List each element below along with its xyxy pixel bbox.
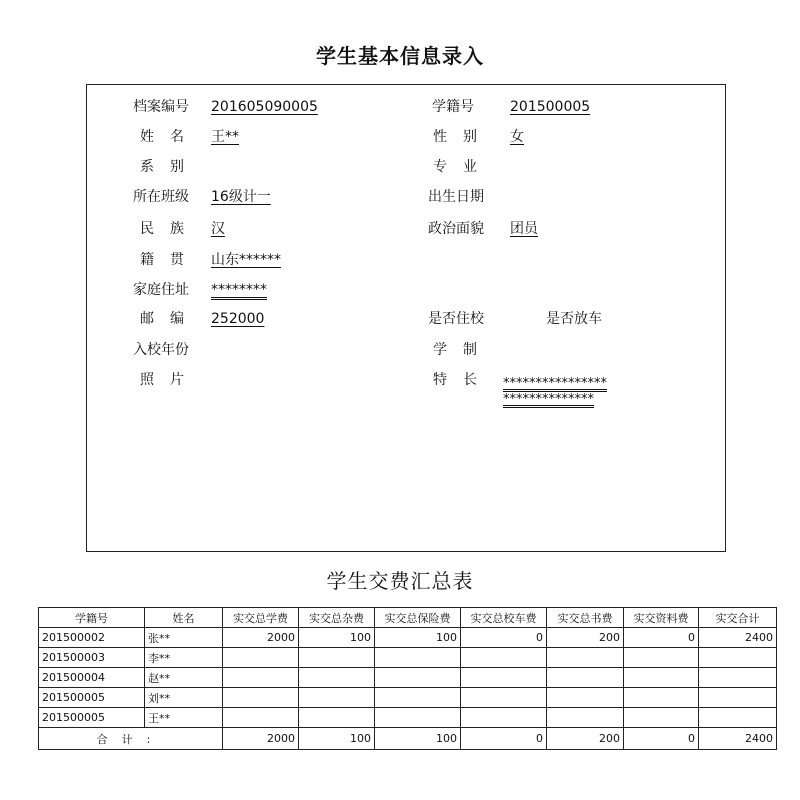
header-insurance: 实交总保险费 [375, 608, 461, 628]
gender-label: 性别 [433, 129, 493, 145]
cell-total [699, 688, 777, 708]
header-misc: 实交总杂费 [299, 608, 375, 628]
cell-student-id: 201500002 [39, 628, 145, 648]
cell-tuition: 2000 [223, 628, 299, 648]
specialty-value[interactable] [503, 376, 607, 408]
header-bus: 实交总校车费 [461, 608, 547, 628]
specialty-label: 特长 [433, 372, 493, 388]
specialty-line-2: ************** [503, 392, 594, 407]
row-file-no [0, 96, 800, 118]
fees-header-row [39, 608, 777, 628]
native-place-value[interactable]: 山东****** [211, 252, 281, 268]
cell-tuition [223, 688, 299, 708]
row-native-place [0, 249, 800, 271]
cell-insurance [375, 708, 461, 728]
parking-label: 是否放车 [546, 311, 602, 327]
student-id-label: 学籍号 [432, 99, 474, 115]
cell-bus [461, 708, 547, 728]
file-no-value[interactable]: 201605090005 [211, 99, 318, 115]
political-status-label: 政治面貌 [428, 221, 484, 237]
cell-misc [299, 648, 375, 668]
total-books: 200 [547, 728, 624, 750]
cell-tuition [223, 708, 299, 728]
cell-total [699, 708, 777, 728]
gender-value[interactable]: 女 [510, 129, 524, 145]
name-label: 姓名 [140, 129, 200, 145]
cell-materials [624, 708, 699, 728]
cell-bus [461, 668, 547, 688]
row-department [0, 156, 800, 178]
cell-misc [299, 688, 375, 708]
total-bus: 0 [461, 728, 547, 750]
cell-name: 赵** [145, 668, 223, 688]
total-row [39, 728, 777, 750]
total-tuition: 2000 [223, 728, 299, 750]
home-address-label: 家庭住址 [133, 282, 189, 298]
cell-insurance: 100 [375, 628, 461, 648]
cell-name: 张** [145, 628, 223, 648]
cell-student-id: 201500005 [39, 708, 145, 728]
student-id-value[interactable]: 201500005 [510, 99, 591, 115]
cell-student-id: 201500005 [39, 688, 145, 708]
photo-label: 照片 [140, 372, 200, 388]
class-value[interactable]: 16级计一 [211, 189, 271, 205]
total-grand: 2400 [699, 728, 777, 750]
cell-total [699, 668, 777, 688]
birth-date-label: 出生日期 [428, 189, 484, 205]
cell-insurance [375, 648, 461, 668]
ethnicity-value[interactable]: 汉 [211, 221, 225, 237]
total-label: 合计: [39, 728, 223, 750]
cell-misc [299, 668, 375, 688]
cell-materials [624, 648, 699, 668]
cell-name: 李** [145, 648, 223, 668]
table-row[interactable] [39, 628, 777, 648]
specialty-line-1: **************** [503, 376, 607, 391]
row-enroll-year [0, 339, 800, 361]
cell-materials: 0 [624, 628, 699, 648]
total-materials: 0 [624, 728, 699, 750]
cell-bus [461, 648, 547, 668]
header-books: 实交总书费 [547, 608, 624, 628]
table-row[interactable] [39, 668, 777, 688]
home-address-value[interactable]: ******** [211, 282, 267, 298]
cell-student-id: 201500003 [39, 648, 145, 668]
cell-materials [624, 668, 699, 688]
cell-total: 2400 [699, 628, 777, 648]
row-postal-code [0, 308, 800, 330]
cell-books [547, 668, 624, 688]
cell-materials [624, 688, 699, 708]
cell-books [547, 648, 624, 668]
cell-books [547, 688, 624, 708]
header-tuition: 实交总学费 [223, 608, 299, 628]
cell-books [547, 708, 624, 728]
postal-code-value[interactable]: 252000 [211, 311, 265, 327]
native-place-label: 籍贯 [140, 252, 200, 268]
header-name: 姓名 [145, 608, 223, 628]
class-label: 所在班级 [133, 189, 189, 205]
name-value[interactable]: 王** [211, 129, 239, 145]
cell-tuition [223, 648, 299, 668]
fees-title: 学生交费汇总表 [326, 569, 474, 593]
total-insurance: 100 [375, 728, 461, 750]
cell-books: 200 [547, 628, 624, 648]
boarding-label: 是否住校 [428, 311, 484, 327]
cell-name: 王** [145, 708, 223, 728]
ethnicity-label: 民族 [140, 221, 200, 237]
header-materials: 实交资料费 [624, 608, 699, 628]
cell-bus [461, 688, 547, 708]
cell-insurance [375, 668, 461, 688]
fees-table [38, 607, 777, 750]
cell-tuition [223, 668, 299, 688]
header-total: 实交合计 [699, 608, 777, 628]
file-no-label: 档案编号 [133, 99, 189, 115]
row-ethnicity [0, 218, 800, 240]
row-name [0, 126, 800, 148]
header-student-id: 学籍号 [39, 608, 145, 628]
total-misc: 100 [299, 728, 375, 750]
postal-code-label: 邮编 [140, 311, 200, 327]
row-home-address [0, 279, 800, 301]
table-row[interactable] [39, 648, 777, 668]
duration-label: 学制 [433, 342, 493, 358]
table-row[interactable] [39, 708, 777, 728]
cell-bus: 0 [461, 628, 547, 648]
cell-name: 刘** [145, 688, 223, 708]
cell-insurance [375, 688, 461, 708]
department-label: 系别 [140, 159, 200, 175]
row-photo [0, 369, 800, 391]
cell-total [699, 648, 777, 668]
table-row[interactable] [39, 688, 777, 708]
major-label: 专业 [433, 159, 493, 175]
cell-misc: 100 [299, 628, 375, 648]
political-status-value[interactable]: 团员 [510, 221, 538, 237]
cell-student-id: 201500004 [39, 668, 145, 688]
form-title: 学生基本信息录入 [316, 44, 484, 68]
cell-misc [299, 708, 375, 728]
row-class [0, 186, 800, 208]
enroll-year-label: 入校年份 [133, 342, 189, 358]
